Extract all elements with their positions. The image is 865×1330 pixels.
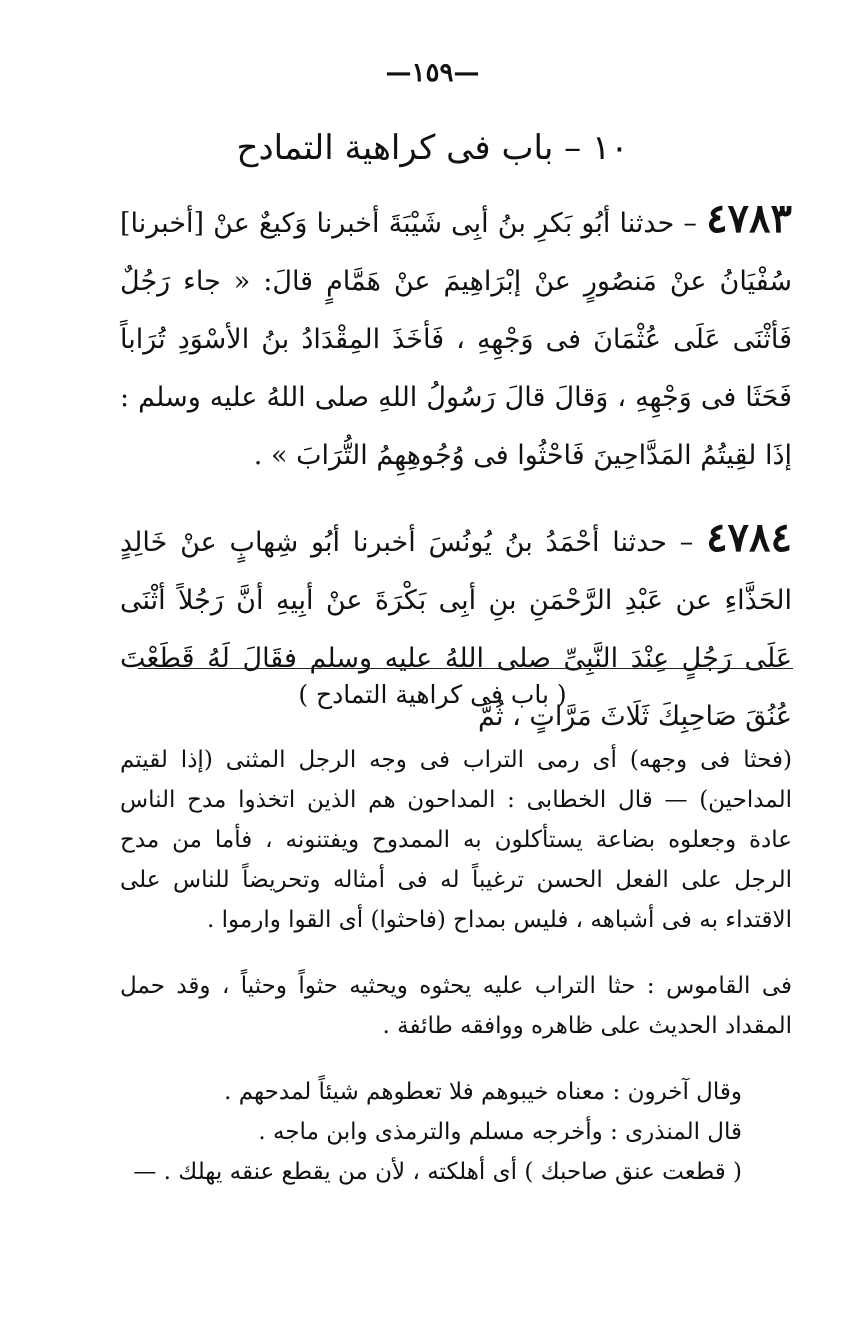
page-number: —١٥٩— (385, 58, 480, 88)
chapter-title: ١٠ – باب فى كراهية التمادح (236, 128, 629, 168)
commentary-note: ( قطعت عنق صاحبك ) أى أهلكته ، لأن من يقطع عنقه يهلك . — (133, 1159, 742, 1185)
hadith-number: ٤٧٨٤ (706, 514, 792, 561)
spacer (120, 1046, 792, 1072)
commentary-paragraph: فى القاموس : حثا التراب عليه يحثوه ويحثيه حثواً وحثياً ، وقد حمل المقداد الحديث على ظاهره ووافقه طائفة . (120, 973, 792, 1039)
commentary-note: قال المنذرى : وأخرجه مسلم والترمذى وابن ماجه . (258, 1119, 742, 1145)
hadith-text-block (120, 190, 792, 746)
commentary-paragraph: (فحثا فى وجهه) أى رمى التراب فى وجه الرجل المثنى (إذا لقيتم المداحين) — قال الخطابى : المداحون هم الذين اتخذوا مدح الناس عادة وجعلوه بضاعة يستأكلون به الممدوح ويفتنونه ، فأما من مدح الرجل على الفعل الحسن ترغيباً له فى أمثاله وتحريضاً للناس على الاقتداء به فى أشباهه ، فليس بمداح (فاحثوا) أى القوا وارموا . (120, 747, 792, 933)
hadith-body: – حدثنا أحْمَدُ بنُ يُونُسَ أخبرنا أبُو شِهابٍ عنْ خَالِدٍ الحَذَّاءِ عن عَبْدِ الرَّحْمَنِ بنِ أبِى بَكْرَةَ عنْ أبِيهِ أنَّ رَجُلاً أثْنَى عَلَى رَجُلٍ عِنْدَ النَّبِىِّ صلى اللهُ عليه وسلم فقَالَ لَهُ قَطَعْتَ عُنُقَ صَاحِبِكَ ثَلَاثَ مَرَّاتٍ ، ثُمَّ (120, 527, 793, 732)
commentary-block (120, 740, 792, 1192)
spacer (120, 940, 792, 966)
hadith-4783 (120, 190, 792, 485)
commentary-title: ( باب فى كراهية التمادح ) (298, 680, 567, 709)
hadith-number: ٤٧٨٣ (706, 195, 792, 242)
commentary-notes (120, 1072, 792, 1192)
hadith-4784 (120, 509, 792, 746)
commentary-note: وقال آخرون : معناه خيبوهم فلا تعطوهم شيئاً لمدحهم . (224, 1079, 742, 1105)
hadith-body: – حدثنا أبُو بَكرِ بنُ أبِى شَيْبَةَ أخبرنا وَكيعٌ عنْ [أخبرنا] سُفْيَانُ عنْ مَنصُورٍ عنْ إبْرَاهِيمَ عنْ هَمَّامٍ قالَ: « جاء رَجُلٌ فَأثْنَى عَلَى عُثْمَانَ فى وَجْهِهِ ، فَأخَذَ المِقْدَادُ بنُ الأسْوَدِ تُرَاباً فَحَثَا فى وَجْهِهِ ، وَقالَ قالَ رَسُولُ اللهِ صلى اللهُ عليه وسلم : إذَا لقِيتُمُ المَدَّاحِينَ فَاحْثُوا فى وُجُوهِهِمُ التُّرَابَ » . (120, 208, 792, 471)
footnote-separator (138, 668, 793, 669)
spacer (120, 485, 792, 509)
